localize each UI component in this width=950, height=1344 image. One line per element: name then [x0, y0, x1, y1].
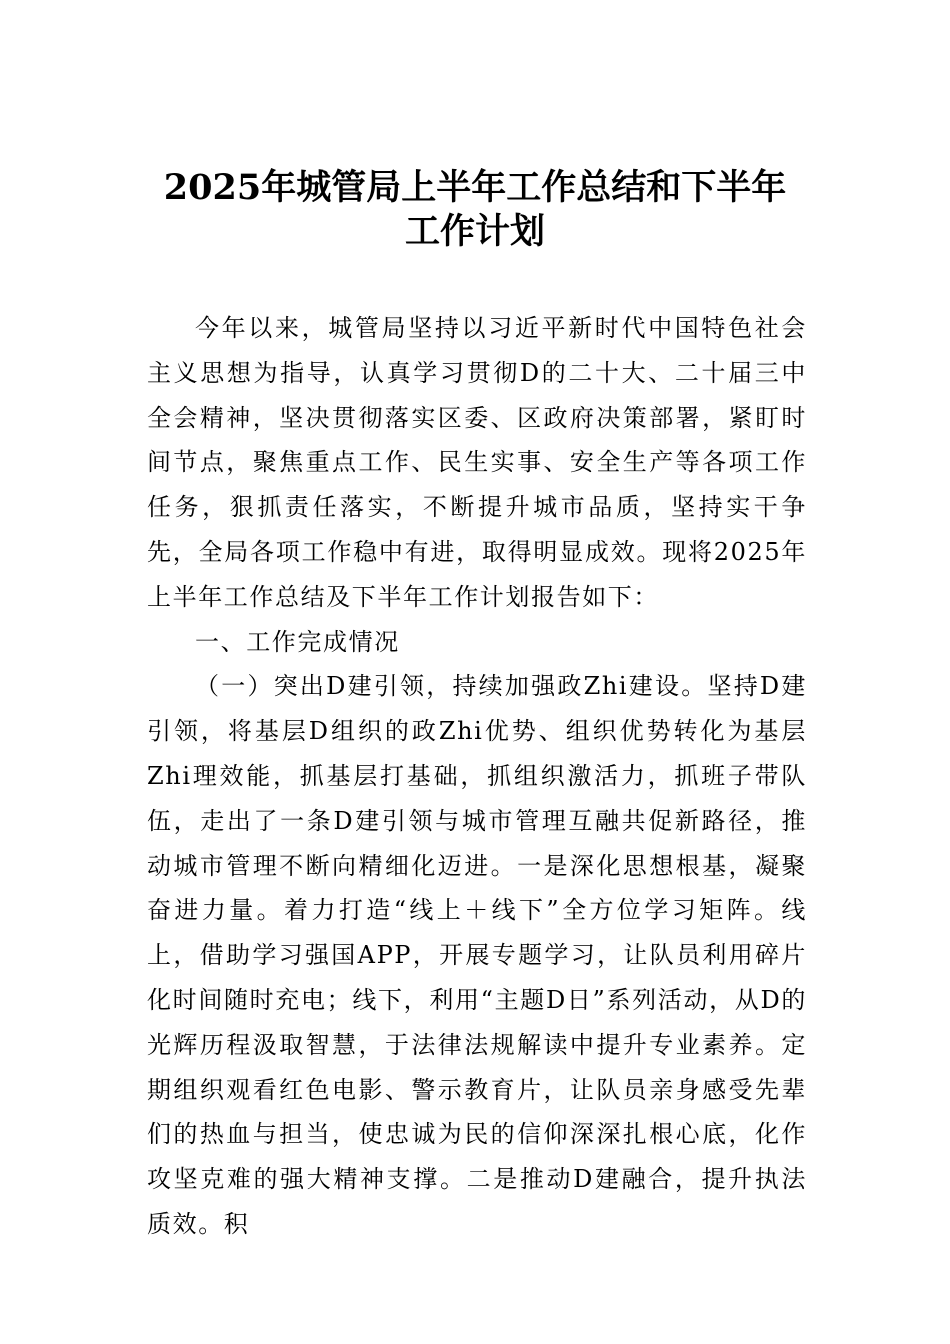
document-title: 2025年城管局上半年工作总结和下半年工作计划 [163, 167, 787, 252]
intro-paragraph: 今年以来，城管局坚持以习近平新时代中国特色社会主义思想为指导，认真学习贯彻D的二十大、二十届三中全会精神，坚决贯彻落实区委、区政府决策部署，紧盯时间节点，聚焦重点工作、民生实事、安全生产等各项工作任务，狠抓责任落实，不断提升城市品质，坚持实干争先，全局各项工作稳中有进，取得明显成效。现将2025年上半年工作总结及下半年工作计划报告如下： [147, 314, 807, 611]
subsection-body: 坚持D建引领，将基层D组织的政Zhi优势、组织优势转化为基层Zhi理效能，抓基层打基础，抓组织激活力，抓班子带队伍，走出了一条D建引领与城市管理互融共促新路径，推动城市管理不断向精细化迈进。一是深化思想根基，凝聚奋进力量。着力打造“线上＋线下”全方位学习矩阵。线上，借助学习强国APP，开展专题学习，让队员利用碎片化时间随时充电；线下，利用“主题D日”系列活动，从D的光辉历程汲取智慧，于法律法规解读中提升专业素养。定期组织观看红色电影、警示教育片，让队员亲身感受先辈们的热血与担当，使忠诚为民的信仰深深扎根心底，化作攻坚克难的强大精神支撑。二是推动D建融合，提升执法质效。积 [147, 672, 807, 1238]
document-body [147, 306, 807, 1247]
section-heading: 一、工作完成情况 [195, 627, 400, 656]
subsection-paragraph [147, 664, 807, 1246]
subsection-heading: （一）突出D建引领，持续加强政Zhi建设。 [195, 672, 708, 701]
